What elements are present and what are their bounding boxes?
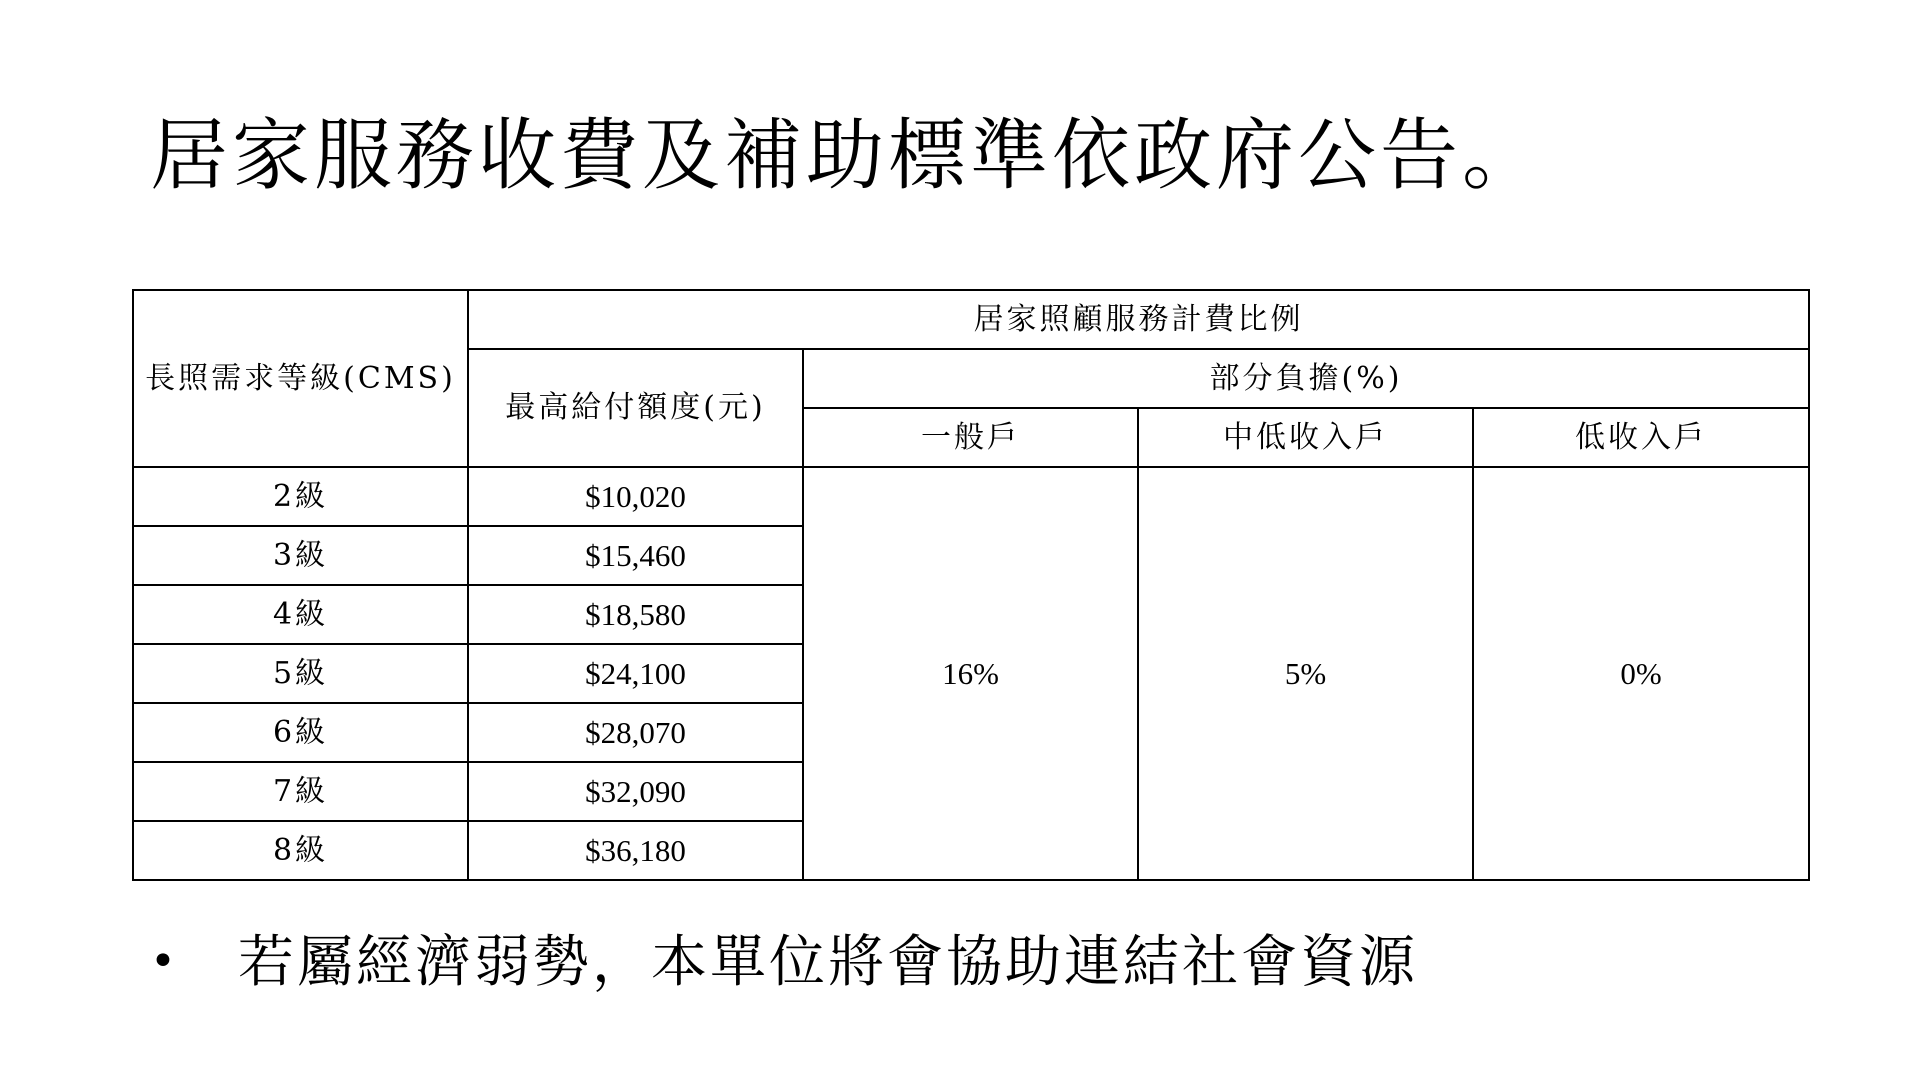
fee-table <box>132 289 1810 881</box>
amount-cell: $10,020 <box>468 467 803 526</box>
level-cell: 8級 <box>133 821 468 880</box>
table-row <box>133 467 1809 526</box>
amount-cell: $36,180 <box>468 821 803 880</box>
copay-mid-low-cell: 5% <box>1138 467 1473 880</box>
amount-cell: $15,460 <box>468 526 803 585</box>
level-cell: 4級 <box>133 585 468 644</box>
bullet-note <box>150 925 1418 996</box>
header-mid-low-income: 中低收入戶 <box>1138 408 1473 467</box>
header-general-household: 一般戶 <box>803 408 1138 467</box>
header-low-income: 低收入戶 <box>1473 408 1809 467</box>
copay-general-cell: 16% <box>803 467 1138 880</box>
bullet-note-text: 若屬經濟弱勢，本單位將會協助連結社會資源 <box>238 929 1418 995</box>
amount-cell: $24,100 <box>468 644 803 703</box>
amount-cell: $18,580 <box>468 585 803 644</box>
amount-cell: $32,090 <box>468 762 803 821</box>
amount-cell: $28,070 <box>468 703 803 762</box>
header-copay: 部分負擔(%) <box>803 349 1809 408</box>
level-cell: 6級 <box>133 703 468 762</box>
bullet-icon: • <box>150 936 176 988</box>
header-cms-level: 長照需求等級(CMS) <box>133 290 468 467</box>
level-cell: 2級 <box>133 467 468 526</box>
slide-title: 居家服務收費及補助標準依政府公告。 <box>150 111 1545 201</box>
level-cell: 3級 <box>133 526 468 585</box>
level-cell: 7級 <box>133 762 468 821</box>
header-max-amount: 最高給付額度(元) <box>468 349 803 467</box>
header-fee-ratio: 居家照顧服務計費比例 <box>468 290 1809 349</box>
level-cell: 5級 <box>133 644 468 703</box>
copay-low-cell: 0% <box>1473 467 1809 880</box>
